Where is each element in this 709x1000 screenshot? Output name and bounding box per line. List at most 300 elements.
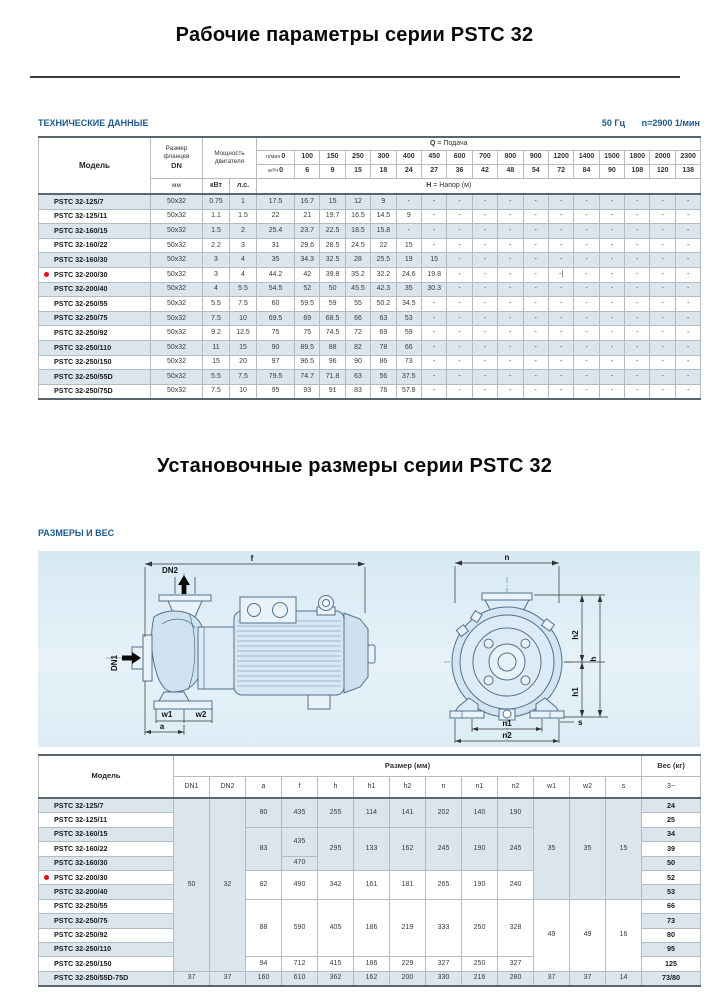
model-cell: PSTC 32-160/15 [39,827,174,841]
weight-phase-sub: 3~ [642,777,701,799]
hp-cell: 4 [230,267,257,282]
head-value-cell: - [675,253,701,268]
head-value-cell: 29.6 [295,238,320,253]
head-value-cell: 32.2 [371,267,396,282]
kw-cell: 7.5 [203,384,230,399]
dim-cell-n1: 190 [462,870,498,899]
kw-cell: 7.5 [203,311,230,326]
frequency-value: 50 Гц [601,118,626,128]
head-value-cell: 28 [345,253,370,268]
column-header-n2: n2 [498,777,534,799]
head-value-cell: 35 [257,253,295,268]
column-header-a: a [246,777,282,799]
column-header-s: s [606,777,642,799]
head-value-cell: - [650,340,675,355]
flow-value: 108 [625,165,650,179]
selected-model-dot [44,875,49,880]
head-value-cell: - [447,238,472,253]
table-row [39,282,701,297]
table-row [39,971,701,986]
model-cell: PSTC 32-250/150 [39,957,174,971]
head-value-cell: 28.5 [320,238,345,253]
head-value-cell: - [599,311,624,326]
head-value-cell: - [421,297,446,312]
head-value-cell: 91 [320,384,345,399]
head-value-cell: - [447,224,472,239]
head-value-cell: - [574,224,599,239]
head-value-cell: - [472,194,497,209]
dim-cell-a: 94 [246,957,282,971]
head-value-cell: - [447,209,472,224]
dim-cell-f: 435 [282,827,318,856]
weight-cell: 24 [642,798,701,813]
head-value-cell: 30.3 [421,282,446,297]
head-value-cell: 71.8 [320,370,345,385]
head-value-cell: 18.5 [345,224,370,239]
head-value-cell: - [447,326,472,341]
head-value-cell: 35.2 [345,267,370,282]
dim-cell-w2: 37 [570,971,606,986]
head-value-cell: 23.7 [295,224,320,239]
hp-cell: 4 [230,253,257,268]
dim-cell-dn2: 37 [210,971,246,986]
head-value-cell: 42 [295,267,320,282]
head-value-cell: 14.5 [371,209,396,224]
head-value-cell: 73 [396,355,421,370]
page-title: Рабочие параметры серии PSTC 32 [175,24,534,46]
flow-value: 250 [345,151,370,165]
head-value-cell: 52 [295,282,320,297]
head-value-cell: 34.5 [396,297,421,312]
hp-cell: 10 [230,311,257,326]
flow-unit-cell: м³/ч0 [257,165,295,179]
head-value-cell: 63 [345,370,370,385]
head-value-cell: - [675,311,701,326]
head-value-cell: - [548,384,573,399]
head-value-cell: - [523,238,548,253]
dim-label-w2: w2 [195,710,207,719]
model-cell: PSTC 32-160/15 [39,224,151,239]
header-row [39,755,701,777]
head-value-cell: - [625,209,650,224]
head-value-cell: - [548,209,573,224]
dim-label-n: n [504,553,510,562]
dim-cell-h2: 200 [390,971,426,986]
dim-cell-h: 255 [318,798,354,827]
dim-label-n2: n2 [502,731,512,740]
flow-value: 150 [320,151,345,165]
head-value-cell: - [523,209,548,224]
flow-value: 9 [320,165,345,179]
head-value-cell: - [625,311,650,326]
flow-value: 1400 [574,151,599,165]
flow-value: 1200 [548,151,573,165]
head-value-cell: -| [548,267,573,282]
head-value-cell: - [523,384,548,399]
head-value-cell: - [548,370,573,385]
flow-value: 120 [650,165,675,179]
dim-cell-h1: 162 [354,971,390,986]
head-value-cell: - [523,355,548,370]
head-value-cell: 22.5 [320,224,345,239]
head-value-cell: - [472,224,497,239]
model-cell: PSTC 32-250/75 [39,311,151,326]
head-value-cell: 56 [371,370,396,385]
kw-cell: 15 [203,355,230,370]
dim-cell-a: 80 [246,798,282,827]
flow-value: 2000 [650,151,675,165]
head-value-cell: - [599,384,624,399]
flow-value: 2300 [675,151,701,165]
head-value-cell: - [574,326,599,341]
head-value-cell: - [498,282,523,297]
head-value-cell: - [498,224,523,239]
head-value-cell: 83 [345,384,370,399]
dim-cell-n2: 280 [498,971,534,986]
head-value-cell: - [498,384,523,399]
head-value-cell: - [650,297,675,312]
column-header-n1: n1 [462,777,498,799]
model-cell: PSTC 32-250/55D [39,370,151,385]
dim-cell-a: 83 [246,827,282,870]
unit-hp: л.с. [230,179,257,195]
head-value-cell: - [498,355,523,370]
head-value-cell: - [574,194,599,209]
head-value-cell: - [421,384,446,399]
head-value-cell: - [599,224,624,239]
dimensions-table [38,754,701,987]
head-value-cell: - [574,340,599,355]
head-value-cell: - [421,370,446,385]
model-cell: PSTC 32-125/11 [39,209,151,224]
head-value-cell: - [472,370,497,385]
head-value-cell: 76 [371,384,396,399]
head-value-cell: 24.6 [396,267,421,282]
head-value-cell: - [650,194,675,209]
head-value-cell: - [599,282,624,297]
head-value-cell: - [523,326,548,341]
head-value-cell: - [421,194,446,209]
divider-line [30,76,680,78]
head-value-cell: - [421,311,446,326]
head-value-cell: - [650,311,675,326]
head-value-cell: 50 [320,282,345,297]
head-value-cell: - [625,340,650,355]
model-cell: PSTC 32-200/30 [39,870,174,884]
head-value-cell: 60 [257,297,295,312]
dim-cell-h: 295 [318,827,354,870]
head-value-cell: - [675,194,701,209]
kw-cell: 0.75 [203,194,230,209]
weight-cell: 66 [642,899,701,913]
head-value-cell: - [625,267,650,282]
head-value-cell: - [599,340,624,355]
head-value-cell: - [650,370,675,385]
model-cell: PSTC 32-160/22 [39,842,174,856]
head-value-cell: - [675,340,701,355]
table-row [39,238,701,253]
head-value-cell: 82 [345,340,370,355]
model-cell: PSTC 32-250/92 [39,326,151,341]
head-value-cell: - [625,282,650,297]
head-value-cell: - [574,209,599,224]
dn-cell: 50x32 [151,384,203,399]
dim-cell-a: 88 [246,899,282,957]
weight-cell: 39 [642,842,701,856]
dim-cell-s: 15 [606,798,642,899]
kw-cell: 3 [203,253,230,268]
head-value-cell: - [625,326,650,341]
head-value-cell: - [548,326,573,341]
head-value-cell: - [472,267,497,282]
hp-cell: 2 [230,224,257,239]
head-value-cell: 19.7 [320,209,345,224]
head-value-cell: - [650,326,675,341]
flow-value: 72 [548,165,573,179]
head-value-cell: - [599,355,624,370]
head-value-cell: 16.7 [295,194,320,209]
dn-cell: 50x32 [151,326,203,341]
flow-value: 54 [523,165,548,179]
flow-value: 138 [675,165,701,179]
column-header-model: Модель [39,137,151,194]
head-header: H = Напор (м) [257,179,701,195]
weight-header: Вес (кг) [642,755,701,777]
model-cell: PSTC 32-250/75D [39,384,151,399]
section-heading-dimensions: РАЗМЕРЫ И ВЕС [38,528,115,538]
flow-value: 450 [421,151,446,165]
dn-cell: 50x32 [151,311,203,326]
dn-cell: 50x32 [151,297,203,312]
dim-cell-dn1: 50 [174,798,210,971]
head-value-cell: - [650,238,675,253]
head-value-cell: - [625,370,650,385]
header-row [39,137,701,151]
dim-cell-n2: 245 [498,827,534,870]
head-value-cell: 19.8 [421,267,446,282]
head-value-cell: - [650,224,675,239]
head-value-cell: 96 [320,355,345,370]
head-value-cell: - [421,326,446,341]
head-value-cell: - [421,340,446,355]
head-value-cell: 44.2 [257,267,295,282]
head-value-cell: 25.4 [257,224,295,239]
weight-cell: 25 [642,813,701,827]
head-value-cell: 12 [345,194,370,209]
dim-cell-n: 333 [426,899,462,957]
head-value-cell: - [599,238,624,253]
head-value-cell: - [599,209,624,224]
head-value-cell: 9 [396,209,421,224]
column-header-f: f [282,777,318,799]
head-value-cell: 75 [257,326,295,341]
head-value-cell: 15.8 [371,224,396,239]
head-value-cell: - [421,238,446,253]
unit-mm: мм [151,179,203,195]
head-value-cell: 97 [257,355,295,370]
flow-value: 800 [498,151,523,165]
weight-cell: 73 [642,914,701,928]
kw-cell: 2.2 [203,238,230,253]
head-value-cell: - [447,253,472,268]
column-header-motor-power: Мощность двигателя [203,137,257,179]
dim-cell-n1: 250 [462,899,498,957]
head-value-cell: - [574,297,599,312]
hp-cell: 7.5 [230,297,257,312]
head-value-cell: 45.5 [345,282,370,297]
dim-cell-n1: 250 [462,957,498,971]
dim-label-h: h [589,656,598,662]
table-row [39,194,701,209]
table-row [39,355,701,370]
head-value-cell: - [675,238,701,253]
head-value-cell: - [675,282,701,297]
head-value-cell: - [548,340,573,355]
head-value-cell: - [498,370,523,385]
head-value-cell: 95 [257,384,295,399]
head-value-cell: 15 [320,194,345,209]
head-value-cell: - [650,282,675,297]
dim-cell-h: 362 [318,971,354,986]
head-value-cell: 74.5 [320,326,345,341]
hp-cell: 20 [230,355,257,370]
flow-header: Q = Подача [257,137,701,151]
weight-cell: 52 [642,870,701,884]
table-row [39,340,701,355]
dim-label-f: f [250,554,254,563]
head-value-cell: 90 [257,340,295,355]
head-value-cell: - [498,326,523,341]
flow-value: 27 [421,165,446,179]
model-cell: PSTC 32-250/150 [39,355,151,370]
head-value-cell: 88 [320,340,345,355]
dim-label-dn1: DN1 [110,654,119,671]
head-value-cell: 96.5 [295,355,320,370]
head-value-cell: - [675,209,701,224]
head-value-cell: - [523,253,548,268]
head-value-cell: - [574,238,599,253]
head-value-cell: - [447,194,472,209]
flow-value: 84 [574,165,599,179]
head-value-cell: - [447,297,472,312]
head-value-cell: 32.5 [320,253,345,268]
column-header-h1: h1 [354,777,390,799]
hp-cell: 12.5 [230,326,257,341]
model-cell: PSTC 32-125/7 [39,798,174,813]
head-value-cell: - [574,370,599,385]
head-value-cell: - [421,209,446,224]
head-value-cell: 72 [345,326,370,341]
head-value-cell: 15 [396,238,421,253]
head-value-cell: - [498,253,523,268]
head-value-cell: 21 [295,209,320,224]
head-value-cell: - [498,194,523,209]
kw-cell: 1.5 [203,224,230,239]
dim-cell-h2: 219 [390,899,426,957]
kw-cell: 3 [203,267,230,282]
head-value-cell: - [548,311,573,326]
head-value-cell: - [599,326,624,341]
dim-cell-dn1: 37 [174,971,210,986]
flow-value: 90 [599,165,624,179]
head-value-cell: - [447,384,472,399]
head-value-cell: 68.5 [320,311,345,326]
flow-value: 1800 [625,151,650,165]
model-cell: PSTC 32-250/55 [39,297,151,312]
head-value-cell: - [675,326,701,341]
head-value-cell: - [650,355,675,370]
flow-value: 42 [472,165,497,179]
frequency-note [602,118,700,128]
dim-cell-n2: 328 [498,899,534,957]
head-value-cell: - [675,355,701,370]
dim-cell-a: 82 [246,870,282,899]
dim-cell-h2: 229 [390,957,426,971]
head-value-cell: - [650,267,675,282]
dim-label-a: a [159,722,165,731]
head-value-cell: - [472,282,497,297]
head-value-cell: - [498,209,523,224]
kw-cell: 11 [203,340,230,355]
dim-cell-h1: 114 [354,798,390,827]
dn-cell: 50x32 [151,194,203,209]
flow-value: 600 [447,151,472,165]
flow-value: 400 [396,151,421,165]
head-value-cell: - [498,311,523,326]
model-cell: PSTC 32-160/30 [39,253,151,268]
flow-value: 100 [295,151,320,165]
kw-cell: 5.5 [203,297,230,312]
dim-cell-n: 327 [426,957,462,971]
head-value-cell: 9 [371,194,396,209]
dim-cell-n1: 190 [462,827,498,870]
dim-cell-s: 14 [606,971,642,986]
column-header-w1: w1 [534,777,570,799]
head-value-cell: 35 [396,282,421,297]
head-value-cell: 69.5 [257,311,295,326]
head-value-cell: 86 [371,355,396,370]
dn-cell: 50x32 [151,209,203,224]
head-value-cell: - [548,282,573,297]
model-cell: PSTC 32-200/40 [39,885,174,899]
weight-cell: 125 [642,957,701,971]
dim-cell-h: 342 [318,870,354,899]
head-value-cell: - [625,297,650,312]
head-value-cell: - [599,297,624,312]
head-value-cell: 57.8 [396,384,421,399]
head-value-cell: 22 [257,209,295,224]
head-value-cell: - [574,253,599,268]
dim-cell-h2: 162 [390,827,426,870]
flow-value: 48 [498,165,523,179]
head-value-cell: 79.5 [257,370,295,385]
pump-dimension-diagram [38,551,700,747]
head-value-cell: 22 [371,238,396,253]
table-row [39,267,701,282]
head-value-cell: - [472,326,497,341]
head-value-cell: 89.5 [295,340,320,355]
head-value-cell: - [675,384,701,399]
head-value-cell: - [472,209,497,224]
flow-value: 1500 [599,151,624,165]
dim-cell-f: 435 [282,798,318,827]
flow-value: 900 [523,151,548,165]
head-value-cell: - [625,355,650,370]
table-row [39,326,701,341]
head-value-cell: 75 [295,326,320,341]
head-value-cell: 90 [345,355,370,370]
model-cell: PSTC 32-160/22 [39,238,151,253]
